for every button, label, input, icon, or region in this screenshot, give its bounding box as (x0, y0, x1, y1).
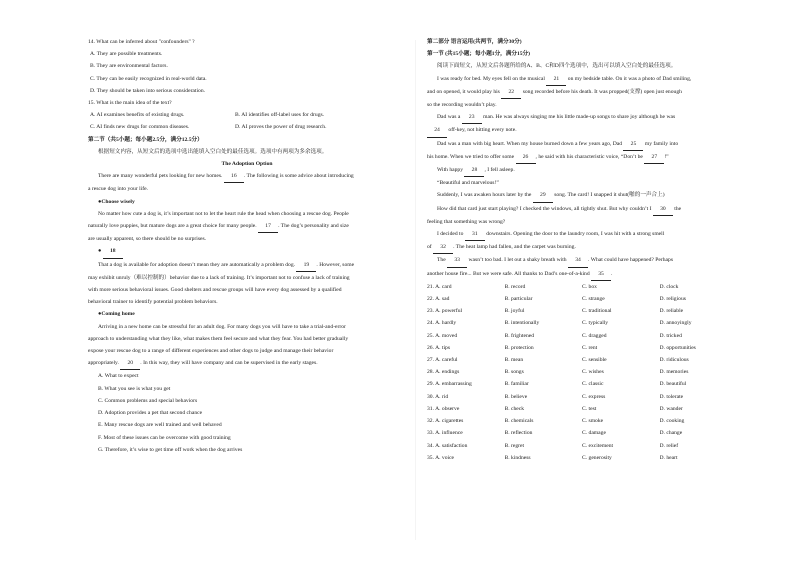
q15-option-b: B. AI identifies off-label uses for drugs. (235, 112, 325, 119)
answer-row (427, 330, 737, 342)
blank-27: 27 (644, 151, 664, 164)
blank-34: 34 (568, 254, 588, 267)
answer-option: B. reflection (504, 430, 533, 437)
answer-option: D. religious (659, 296, 686, 303)
text: Dad was a man with big heart. When my house burned down a few years ago, Dad (437, 140, 623, 147)
answer-row (427, 391, 737, 403)
answer-option: 31. A. observe (427, 405, 460, 412)
blank-28: 28 (464, 164, 484, 177)
answer-option: D. tricked (659, 332, 682, 339)
answer-option: B. record (504, 283, 526, 290)
text: , I fell asleep. (484, 167, 515, 174)
answer-option: 35. A. voice (427, 454, 455, 461)
page-gutter (415, 40, 416, 540)
passage-line: with more serious behavioral issues. Good shelters and rescue groups will have every dog assessed by a qualified (88, 287, 342, 294)
answer-option: B. songs (504, 369, 524, 376)
blank-35: 35 (591, 268, 611, 281)
text: on my bedside table. On it was a photo of Dad smiling, (567, 75, 692, 82)
choice-e: E. Many rescue dogs are well trained and well behaved (98, 422, 222, 429)
q15-option-a: A. AI examines benefits of existing drugs. (90, 112, 185, 119)
blank-24: 24 (427, 124, 447, 137)
answer-option: 30. A. rid (427, 393, 449, 400)
text: Suddenly, I was awaken hours later by the (437, 192, 532, 199)
answer-option: D. reliable (659, 308, 684, 315)
answer-option: 27. A. careful (427, 357, 458, 364)
cloze-line (427, 268, 737, 281)
passage-line: behavioral trainer to identify potential problem behaviors. (88, 299, 218, 306)
text: I was ready for bed. My eyes fell on the musical (437, 75, 545, 82)
passage-line (88, 357, 406, 370)
q14-stem: 14. What can be inferred about "confounders" ? (88, 39, 195, 45)
blank-18: 18 (103, 245, 123, 258)
answer-option: 22. A. sad (427, 296, 450, 303)
blank-23: 23 (462, 111, 482, 124)
answer-option: B. chemicals (504, 418, 534, 425)
q14-option-b: B. They are environmental factors. (90, 63, 168, 70)
answer-option: B. frightened (504, 332, 535, 339)
answer-option: 33. A. influence (427, 430, 463, 437)
answer-option: B. familiar (504, 381, 529, 388)
choice-d: D. Adoption provides a pet that second chance (98, 410, 203, 417)
answer-option: D. ridiculous (659, 357, 689, 364)
text: !” (664, 153, 669, 160)
answer-option: D. memories (659, 369, 689, 376)
cloze-line (427, 189, 737, 202)
answer-row (427, 427, 737, 439)
heading-choose-wisely: ●Choose wisely (98, 198, 135, 205)
answer-option: D. clock (659, 283, 679, 290)
answer-option: B. believe (504, 393, 528, 400)
q15-option-c: C. AI finds new drugs for common diseases. (90, 124, 190, 131)
answer-options-table (427, 281, 737, 464)
cloze-line (427, 254, 737, 267)
text: How did that card just start playing? I checked the windows, all tightly shut. But why couldn’t I (437, 205, 652, 212)
cloze-line (427, 203, 737, 216)
passage-line: approach to understanding what they like, what makes them feel secure and what they fear. You had better gradually (88, 335, 349, 342)
text: appropriately. (88, 360, 119, 367)
answer-option: D. beautiful (659, 381, 687, 388)
passage-line: No matter how cute a dog is, it’s important not to let the heart rule the head when choosing a rescue dog. People (98, 210, 349, 217)
answer-row (427, 415, 737, 427)
answer-option: 32. A. cigarettes (427, 418, 464, 425)
answer-option: C. typically (582, 320, 609, 327)
passage-line: may exhibit unruly（难以控制的）behavior due to a lack of training. It’s important not to confuse a lack of training (88, 274, 350, 281)
cloze-instruction: 阅读下面短文，从短文后各题所给的A、B、C和D四个选项中，选出可以填入空白处的最佳选项。 (437, 63, 677, 70)
heading-coming-home: ●Coming home (98, 311, 135, 318)
answer-option: 28. A. endings (427, 369, 460, 376)
answer-row (427, 342, 737, 354)
answer-option: C. strange (582, 296, 605, 303)
text: his home. When we tried to offer some (427, 153, 515, 160)
q15-options-row-2 (88, 121, 406, 133)
blank-29: 29 (533, 189, 553, 202)
blank-22: 22 (501, 86, 521, 99)
text: song. The card! I snapped it shut(啪的一声合上) (554, 192, 665, 199)
answer-option: 24. A. hardly (427, 320, 457, 327)
text: the (674, 205, 682, 212)
answer-option: D. change (659, 430, 683, 437)
answer-row (427, 440, 737, 452)
answer-option: 25. A. moved (427, 332, 458, 339)
cloze-line: feeling that something was wrong? (427, 218, 506, 225)
text: That a dog is available for adoption doesn’t mean they are automatically a problem dog. (98, 261, 296, 268)
answer-option: D. relief (659, 442, 679, 449)
heading-18: ● 18 (88, 245, 406, 258)
left-column (88, 36, 406, 456)
q14-option-c: C. They can be easily recognized in real-world data. (90, 75, 207, 82)
cloze-line (427, 164, 737, 177)
answer-option: C. smoke (582, 418, 604, 425)
answer-option: C. test (582, 405, 597, 412)
blank-33: 33 (447, 254, 467, 267)
answer-option: B. regret (504, 442, 525, 449)
answer-option: D. opportunities (659, 344, 696, 351)
cloze-line (427, 138, 737, 151)
blank-20: 20 (120, 357, 140, 370)
cloze-line: “Beautiful and marvelous!” (437, 180, 499, 187)
blank-26: 26 (516, 151, 536, 164)
answer-option: D. heart (659, 454, 678, 461)
choice-c: C. Common problems and special behaviors (98, 397, 198, 404)
blank-31: 31 (465, 228, 485, 241)
blank-32: 32 (433, 241, 453, 254)
cloze-line (427, 86, 737, 99)
text: another house fire... But we were safe. All thanks to Dad’s one-of-a-kind (427, 270, 590, 277)
answer-option: C. excitement (582, 442, 614, 449)
blank-30: 30 (653, 203, 673, 216)
passage-line: are usually apparent, so there should be no surprises. (88, 236, 207, 243)
text: of (427, 244, 432, 251)
answer-option: B. particular (504, 296, 533, 303)
q15-stem: 15. What is the main idea of the text? (88, 100, 172, 107)
answer-option: D. tolerate (659, 393, 684, 400)
text: With happy (437, 167, 464, 174)
text: . What could have happened? Perhaps (588, 257, 674, 264)
answer-option: 26. A. tips (427, 344, 451, 351)
answer-row (427, 305, 737, 317)
q15-options-row-1 (88, 109, 406, 121)
text: There are many wonderful pets looking for new homes. (98, 173, 223, 180)
q14-option-d: D. They should be taken into serious consideration. (90, 87, 206, 94)
answer-row (427, 403, 737, 415)
part2-heading: 第二部分 语言运用(共两节，满分30分) (427, 39, 522, 45)
choice-f: F. Most of these issues can be overcome with good training (98, 434, 231, 441)
text: . (611, 270, 613, 277)
text: I decided to (437, 231, 464, 238)
text: wasn’t too bad. I let out a shaky breath with (468, 257, 567, 264)
answer-option: C. classic (582, 381, 604, 388)
text: my family into (644, 140, 679, 147)
answer-option: B. protection (504, 344, 534, 351)
passage-line (88, 220, 406, 233)
answer-row (427, 293, 737, 305)
text: The (437, 257, 446, 264)
answer-option: C. wishes (582, 369, 604, 376)
answer-option: D. wander (659, 405, 683, 412)
section2-instruction: 根据短文内容，从短文后的选项中选出能填入空白处的最佳选项。选项中有两项为多余选项。 (98, 148, 328, 155)
cloze-line (427, 73, 737, 86)
answer-option: B. check (504, 405, 525, 412)
text: song recorded before his death. It was propped(支撑) open just enough (522, 88, 682, 95)
text: man. He was always singing me his little made-up songs to share joy although he was (483, 114, 676, 121)
answer-option: B. kindness (504, 454, 531, 461)
answer-option: B. intentionally (504, 320, 540, 327)
blank-17: 17 (258, 220, 278, 233)
q14-option-a: A. They are possible treatments. (90, 51, 163, 58)
text: , he said with his characteristic voice, “Don’t be (535, 153, 643, 160)
right-column (427, 36, 737, 464)
passage-line (88, 259, 406, 272)
choice-g: G. Therefore, it’s wise to get time off work when the dog arrives (98, 446, 243, 453)
answer-option: C. sensible (582, 357, 607, 364)
choice-b: B. What you see is what you get (98, 385, 171, 392)
answer-row (427, 354, 737, 366)
cloze-line (427, 111, 737, 124)
blank-19: 19 (296, 259, 316, 272)
answer-option: C. express (582, 393, 606, 400)
answer-option: C. rent (582, 344, 598, 351)
text: off-key, not hitting every note. (448, 127, 517, 134)
answer-option: B. joyful (504, 308, 525, 315)
text: downstairs. Opening the door to the laundry room, I was hit with a strong smell (486, 231, 665, 238)
cloze-line: so the recording wouldn’t play. (427, 102, 497, 109)
text: . In this way, they will have company and can be supervised in the early stages. (140, 360, 318, 367)
answer-option: C. generosity (582, 454, 612, 461)
answer-option: 34. A. satisfaction (427, 442, 468, 449)
answer-row (427, 366, 737, 378)
text: and on opened, it would play his (427, 88, 500, 95)
answer-option: C. dragged (582, 332, 607, 339)
answer-row (427, 281, 737, 293)
answer-row (427, 378, 737, 390)
answer-row (427, 452, 737, 464)
text: . The dog’s personality and size (278, 223, 349, 230)
answer-option: C. damage (582, 430, 606, 437)
blank-16: 16 (224, 170, 244, 183)
answer-option: D. cooking (659, 418, 685, 425)
text: Dad was a (437, 114, 461, 121)
cloze-line (427, 241, 737, 254)
passage-title: The Adoption Option (221, 161, 273, 168)
answer-option: 23. A. powerful (427, 308, 463, 315)
answer-option: D. annoyingly (659, 320, 692, 327)
answer-option: C. traditional (582, 308, 612, 315)
section1-heading: 第一节 (共15小题；每小题1分，满分15分) (427, 51, 531, 58)
blank-21: 21 (546, 73, 566, 86)
passage-line: Arriving in a new home can be stressful for an adult dog. For many dogs you will have to take a trial-and-error (98, 323, 346, 330)
cloze-line (427, 151, 737, 164)
q15-option-d: D. AI proves the power of drug research. (235, 124, 327, 131)
choice-a: A. What to expect (98, 373, 139, 380)
answer-row (427, 317, 737, 329)
answer-option: B. mean (504, 357, 524, 364)
blank-25: 25 (623, 138, 643, 151)
passage-line: a rescue dog into your life. (88, 186, 148, 193)
text: . However, some (316, 261, 355, 268)
cloze-line (427, 228, 737, 241)
answer-option: C. box (582, 283, 597, 290)
text: . The following is some advice about introducing (243, 173, 354, 180)
cloze-line (427, 124, 737, 137)
passage-line (88, 170, 406, 183)
section2-heading: 第二节（共5小题；每小题2.5分，满分12.5分） (88, 136, 203, 143)
passage-line: expose your rescue dog to a range of different experiences and other dogs to judge and manage their behavior (88, 348, 334, 355)
answer-option: 21. A. card (427, 283, 452, 290)
text: naturally love puppies, but mature dogs are a great choice for many people. (88, 223, 257, 230)
answer-option: 29. A. embarrassing (427, 381, 472, 388)
text: . The heat lamp had fallen, and the carpet was burning. (453, 244, 576, 251)
